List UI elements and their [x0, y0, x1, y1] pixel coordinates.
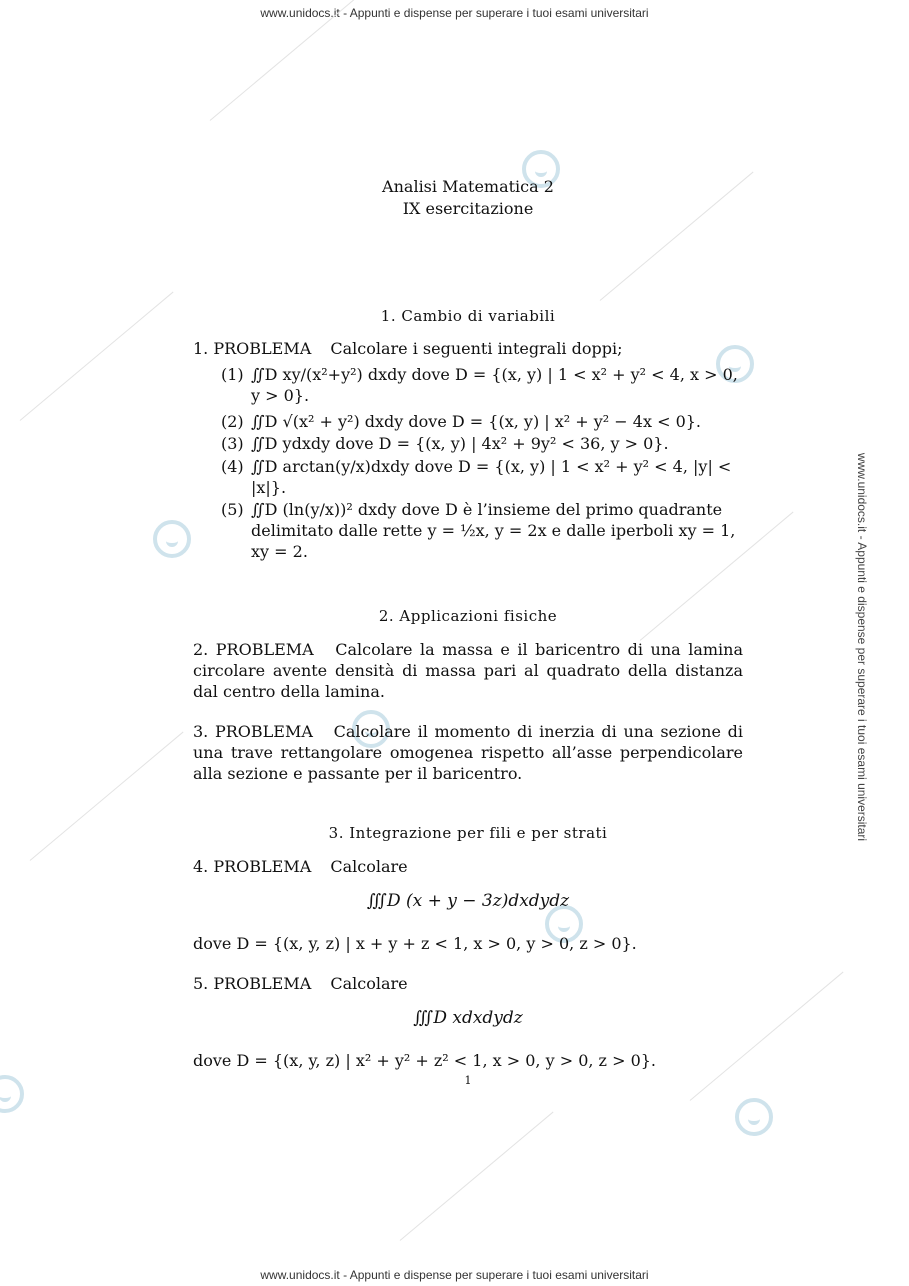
problem-item	[221, 499, 743, 562]
item-text: ∬D √(x² + y²) dxdy dove D = {(x, y) | x² + y² − 4x < 0}.	[251, 412, 702, 431]
problem-text: Calcolare	[330, 974, 408, 993]
item-number: (3)	[221, 434, 244, 453]
watermark-diagonal-line	[30, 732, 184, 861]
problem-3	[193, 721, 743, 784]
watermark-diagonal-line	[400, 1112, 554, 1241]
page-number: 1	[464, 1074, 472, 1087]
problem-4	[193, 856, 743, 877]
problem-item	[221, 411, 743, 432]
course-title: Analisi Matematica 2	[382, 177, 554, 196]
item-text: ∬D xy/(x²+y²) dxdy dove D = {(x, y) | 1 < x² + y² < 4, x > 0, y > 0}.	[251, 365, 738, 405]
problem-label: 3. PROBLEMA	[193, 722, 313, 741]
item-text: ∬D ydxdy dove D = {(x, y) | 4x² + 9y² < 36, y > 0}.	[251, 434, 669, 453]
watermark-bottom: www.unidocs.it - Appunti e dispense per superare i tuoi esami universitari	[260, 1268, 649, 1282]
section-title: 3. Integrazione per fili e per strati	[328, 824, 608, 842]
problem-domain: dove D = {(x, y, z) | x² + y² + z² < 1, x > 0, y > 0, z > 0}.	[193, 1051, 657, 1070]
problem-text: Calcolare	[330, 857, 408, 876]
watermark-top: www.unidocs.it - Appunti e dispense per superare i tuoi esami universitari	[260, 6, 649, 20]
problem-text: Calcolare la massa e il baricentro di una lamina circolare avente densità di massa pari al quadrato della distanza dal centro della lamina.	[193, 640, 743, 701]
item-text: ∬D (ln(y/x))² dxdy dove D è l’insieme del primo quadrante delimitato dalle rette y = ½x, y = 2x e dalle iperboli xy = 1, xy = 2.	[251, 500, 736, 561]
problem-label: 5. PROBLEMA	[193, 974, 312, 993]
section-title: 2. Applicazioni fisiche	[378, 607, 558, 625]
item-number: (2)	[221, 412, 244, 431]
problem-item	[221, 364, 743, 406]
watermark-logo-icon	[735, 1098, 773, 1136]
problem-1	[193, 338, 743, 359]
display-formula: ∭D xdxdydz	[413, 1008, 523, 1028]
problem-item	[221, 433, 743, 454]
display-formula: ∭D (x + y − 3z)dxdydz	[366, 891, 570, 911]
problem-label: 1. PROBLEMA	[193, 339, 312, 358]
problem-domain: dove D = {(x, y, z) | x + y + z < 1, x > 0, y > 0, z > 0}.	[193, 934, 637, 953]
session-title: IX esercitazione	[402, 199, 534, 218]
item-number: (4)	[221, 457, 244, 476]
problem-2	[193, 639, 743, 702]
problem-label: 4. PROBLEMA	[193, 857, 312, 876]
watermark-right-side: www.unidocs.it - Appunti e dispense per superare i tuoi esami universitari	[855, 452, 870, 842]
problem-item	[221, 456, 743, 498]
problem-5	[193, 973, 743, 994]
problem-text: Calcolare il momento di inerzia di una sezione di una trave rettangolare omogenea rispetto all’asse perpendicolare alla sezione e passante per il baricentro.	[193, 722, 744, 783]
item-text: ∬D arctan(y/x)dxdy dove D = {(x, y) | 1 < x² + y² < 4, |y| < |x|}.	[251, 457, 732, 497]
problem-text: Calcolare i seguenti integrali doppi;	[330, 339, 623, 358]
section-title: 1. Cambio di variabili	[380, 307, 556, 325]
watermark-logo-icon	[153, 520, 191, 558]
watermark-diagonal-line	[20, 292, 174, 421]
watermark-logo-icon	[0, 1075, 24, 1113]
problem-label: 2. PROBLEMA	[193, 640, 314, 659]
item-number: (1)	[221, 365, 244, 384]
item-number: (5)	[221, 500, 244, 519]
